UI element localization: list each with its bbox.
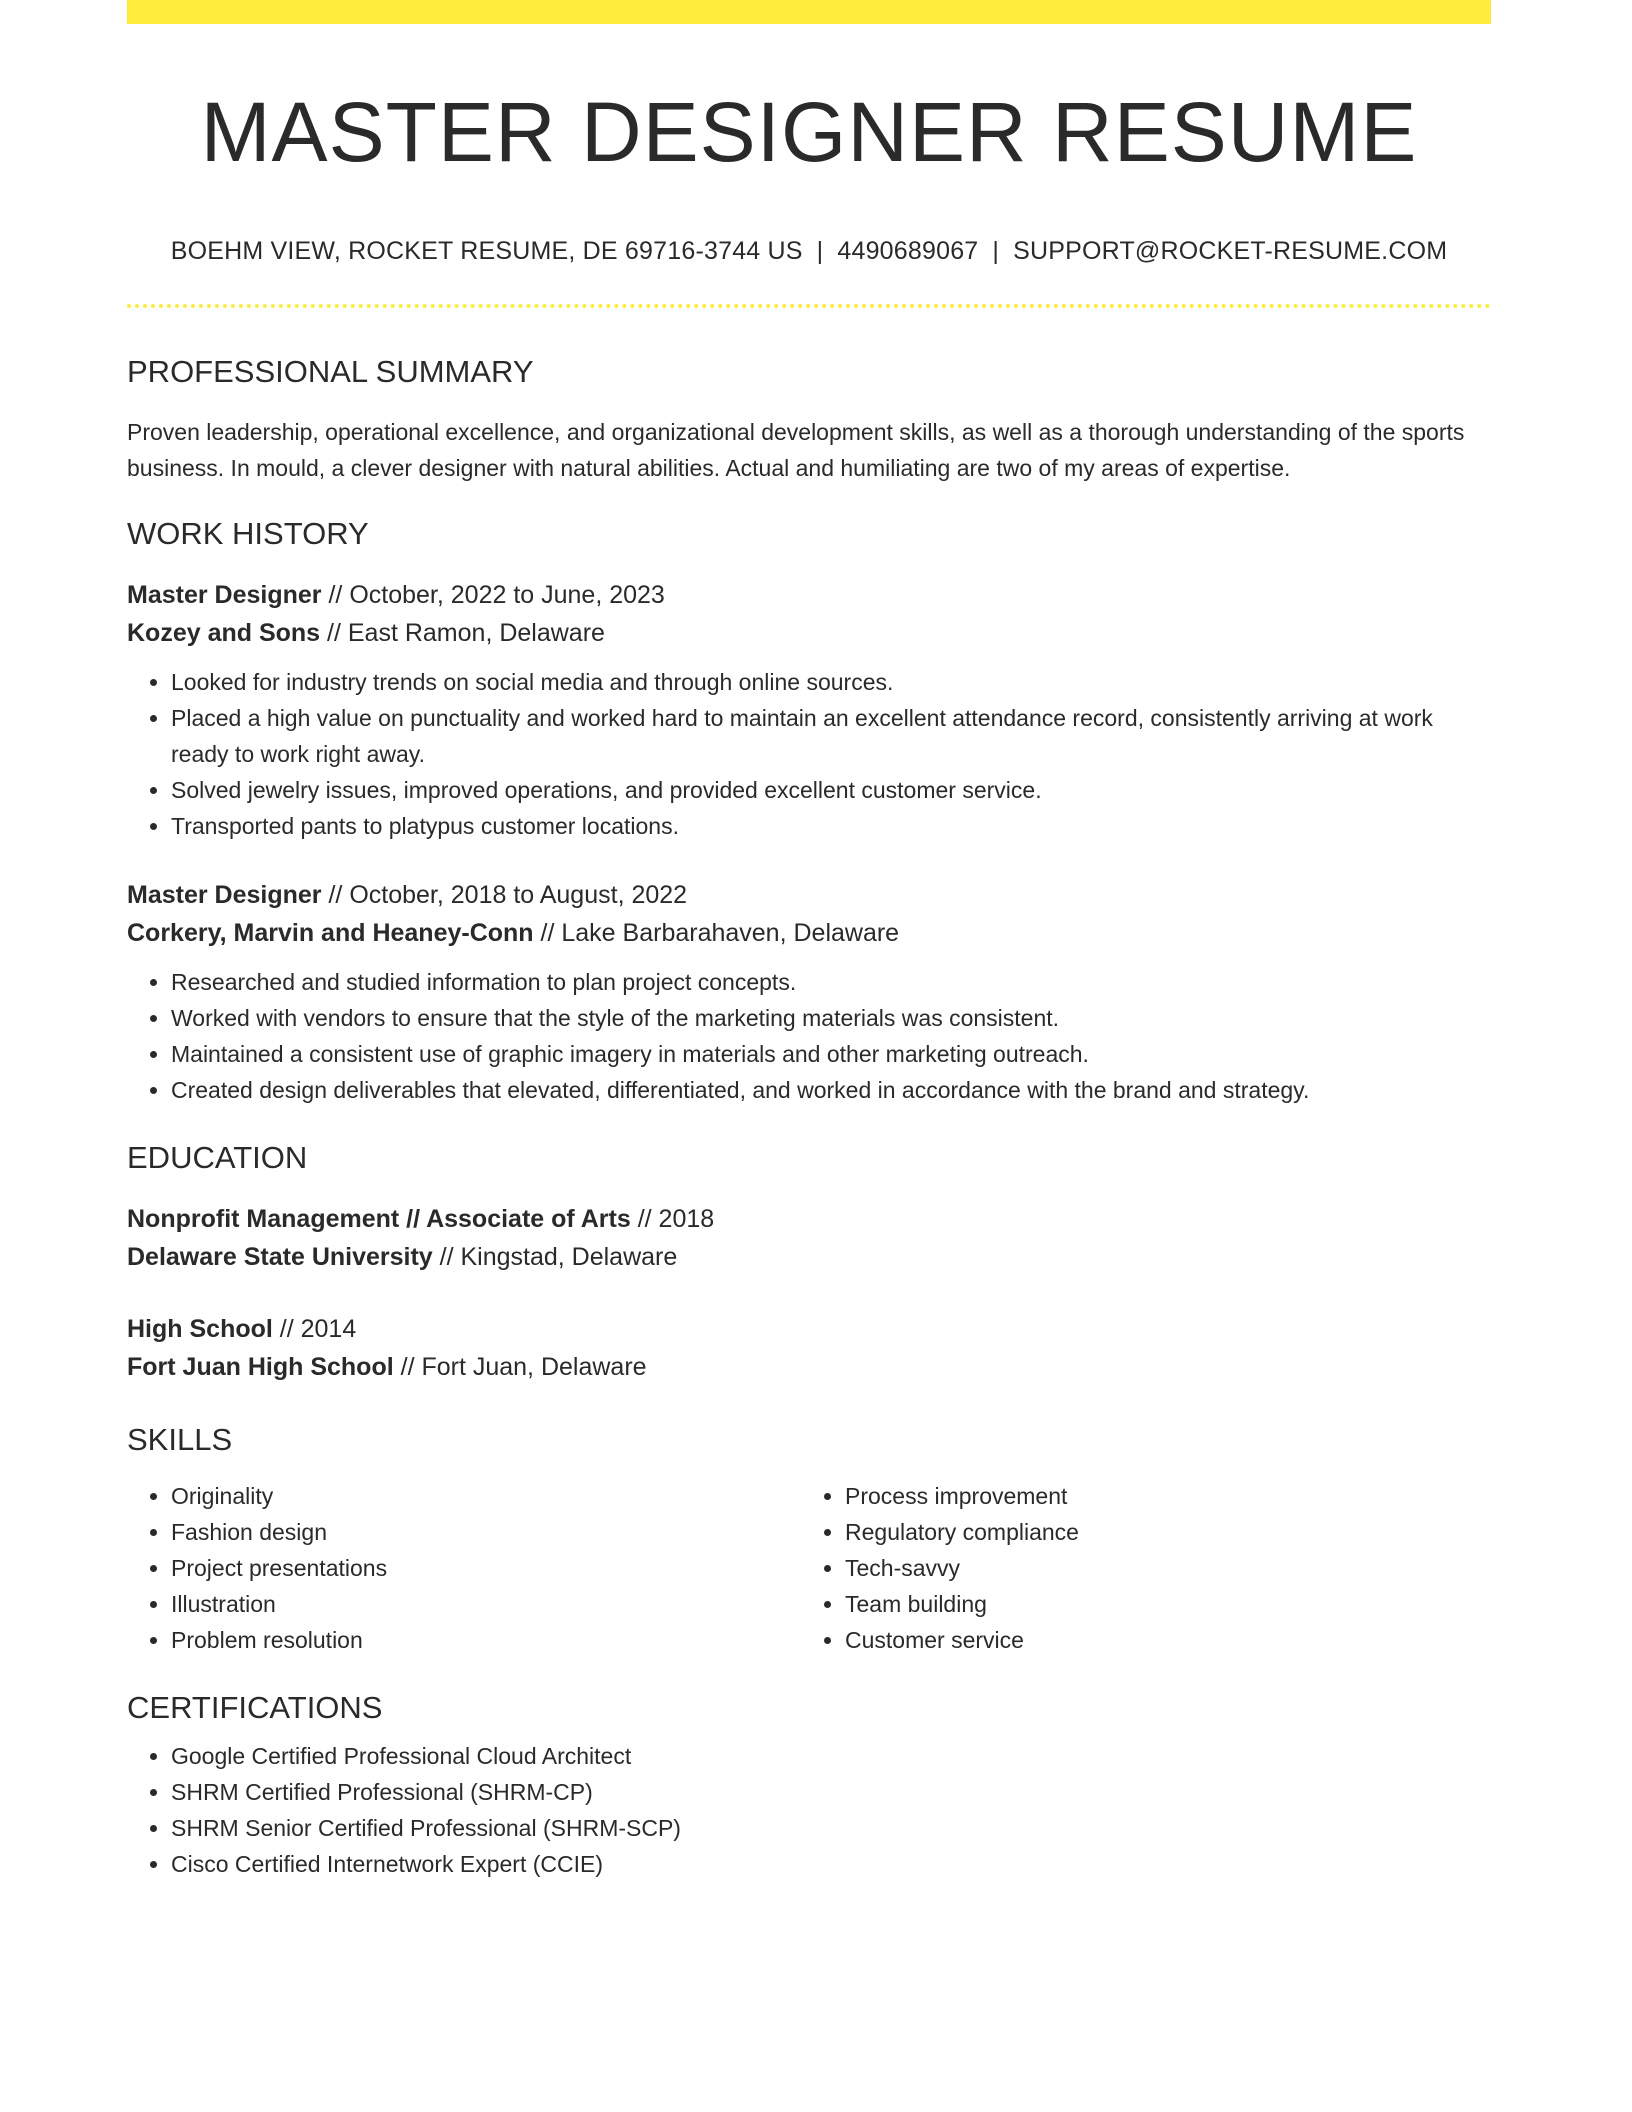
job-bullet: • Researched and studied information to plan project concepts. bbox=[171, 964, 1491, 1000]
education-year: // 2014 bbox=[272, 1315, 357, 1343]
resume-page bbox=[127, 0, 1491, 1882]
accent-top-bar bbox=[127, 0, 1491, 24]
contact-phone: 4490689067 bbox=[837, 237, 979, 265]
job-bullet: • Solved jewelry issues, improved operations, and provided excellent customer service. bbox=[171, 772, 1491, 808]
job-role-line bbox=[127, 576, 1491, 614]
certification-item: • SHRM Certified Professional (SHRM-CP) bbox=[171, 1774, 1491, 1810]
resume-title: MASTER DESIGNER RESUME bbox=[200, 85, 1418, 179]
education-degree-line bbox=[127, 1310, 1491, 1348]
skill-item: • Project presentations bbox=[171, 1550, 801, 1586]
certification-item: • SHRM Senior Certified Professional (SHRM-SCP) bbox=[171, 1810, 1491, 1846]
skill-item: • Tech-savvy bbox=[845, 1550, 1475, 1586]
skill-item: • Problem resolution bbox=[171, 1622, 801, 1658]
skill-item: • Illustration bbox=[171, 1586, 801, 1622]
education-entry bbox=[127, 1310, 1491, 1386]
job-role: Master Designer bbox=[127, 581, 322, 609]
skill-item: • Fashion design bbox=[171, 1514, 801, 1550]
skill-item: • Regulatory compliance bbox=[845, 1514, 1475, 1550]
skills-columns bbox=[127, 1478, 1491, 1658]
education-school: Fort Juan High School bbox=[127, 1353, 394, 1381]
education-school-line bbox=[127, 1348, 1491, 1386]
contact-separator: | bbox=[816, 237, 824, 265]
education-school-line bbox=[127, 1238, 1491, 1276]
job-bullet: • Created design deliverables that elevated, differentiated, and worked in accordance with the brand and strategy. bbox=[171, 1072, 1491, 1108]
job-company-line bbox=[127, 614, 1491, 652]
skill-item: • Process improvement bbox=[845, 1478, 1475, 1514]
job-dates: // October, 2022 to June, 2023 bbox=[321, 581, 665, 609]
summary-text: Proven leadership, operational excellence, and organizational development skills, as well as a thorough understanding of the sports business. In mould, a clever designer with natural abilities. Actual and humiliating are two of my areas of expertise. bbox=[127, 419, 1465, 481]
education-school: Delaware State University bbox=[127, 1243, 433, 1271]
skills-left-list bbox=[127, 1478, 801, 1658]
education-year: // 2018 bbox=[630, 1205, 715, 1233]
job-company-line bbox=[127, 914, 1491, 952]
job-role: Master Designer bbox=[127, 881, 322, 909]
work-history-heading: WORK HISTORY bbox=[127, 516, 369, 551]
job-company: Kozey and Sons bbox=[127, 619, 321, 647]
job-bullet: • Transported pants to platypus customer locations. bbox=[171, 808, 1491, 844]
certification-item: • Google Certified Professional Cloud Architect bbox=[171, 1738, 1491, 1774]
education-entry bbox=[127, 1200, 1491, 1276]
education-degree-line bbox=[127, 1200, 1491, 1238]
education-degree: High School bbox=[127, 1315, 273, 1343]
job-bullet: • Looked for industry trends on social media and through online sources. bbox=[171, 664, 1491, 700]
job-role-line bbox=[127, 876, 1491, 914]
job-bullet: • Worked with vendors to ensure that the style of the marketing materials was consistent. bbox=[171, 1000, 1491, 1036]
skill-item: • Originality bbox=[171, 1478, 801, 1514]
job-entry bbox=[127, 576, 1491, 844]
contact-line bbox=[127, 236, 1491, 266]
skill-item: • Team building bbox=[845, 1586, 1475, 1622]
dotted-divider bbox=[127, 304, 1491, 308]
job-bullet: • Maintained a consistent use of graphic imagery in materials and other marketing outreach. bbox=[171, 1036, 1491, 1072]
contact-email: SUPPORT@ROCKET-RESUME.COM bbox=[1013, 237, 1448, 265]
summary-heading: PROFESSIONAL SUMMARY bbox=[127, 354, 534, 389]
job-bullets bbox=[127, 664, 1491, 844]
job-dates: // October, 2018 to August, 2022 bbox=[321, 881, 688, 909]
certifications-list bbox=[127, 1738, 1491, 1882]
skill-item: • Customer service bbox=[845, 1622, 1475, 1658]
education-location: // Kingstad, Delaware bbox=[432, 1243, 678, 1271]
job-bullets bbox=[127, 964, 1491, 1108]
certifications-heading: CERTIFICATIONS bbox=[127, 1690, 383, 1725]
skills-right-list bbox=[801, 1478, 1475, 1658]
job-location: // East Ramon, Delaware bbox=[320, 619, 605, 647]
education-location: // Fort Juan, Delaware bbox=[393, 1353, 647, 1381]
education-heading: EDUCATION bbox=[127, 1140, 308, 1175]
certification-item: • Cisco Certified Internetwork Expert (CCIE) bbox=[171, 1846, 1491, 1882]
job-entry bbox=[127, 876, 1491, 1108]
contact-separator: | bbox=[992, 237, 1000, 265]
contact-address: BOEHM VIEW, ROCKET RESUME, DE 69716-3744 US bbox=[170, 237, 803, 265]
skills-heading: SKILLS bbox=[127, 1422, 233, 1457]
job-company: Corkery, Marvin and Heaney-Conn bbox=[127, 919, 534, 947]
job-bullet: • Placed a high value on punctuality and worked hard to maintain an excellent attendance record, consistently arriving at work ready to work right away. bbox=[171, 700, 1491, 772]
education-degree: Nonprofit Management // Associate of Arts bbox=[127, 1205, 631, 1233]
job-location: // Lake Barbarahaven, Delaware bbox=[533, 919, 900, 947]
